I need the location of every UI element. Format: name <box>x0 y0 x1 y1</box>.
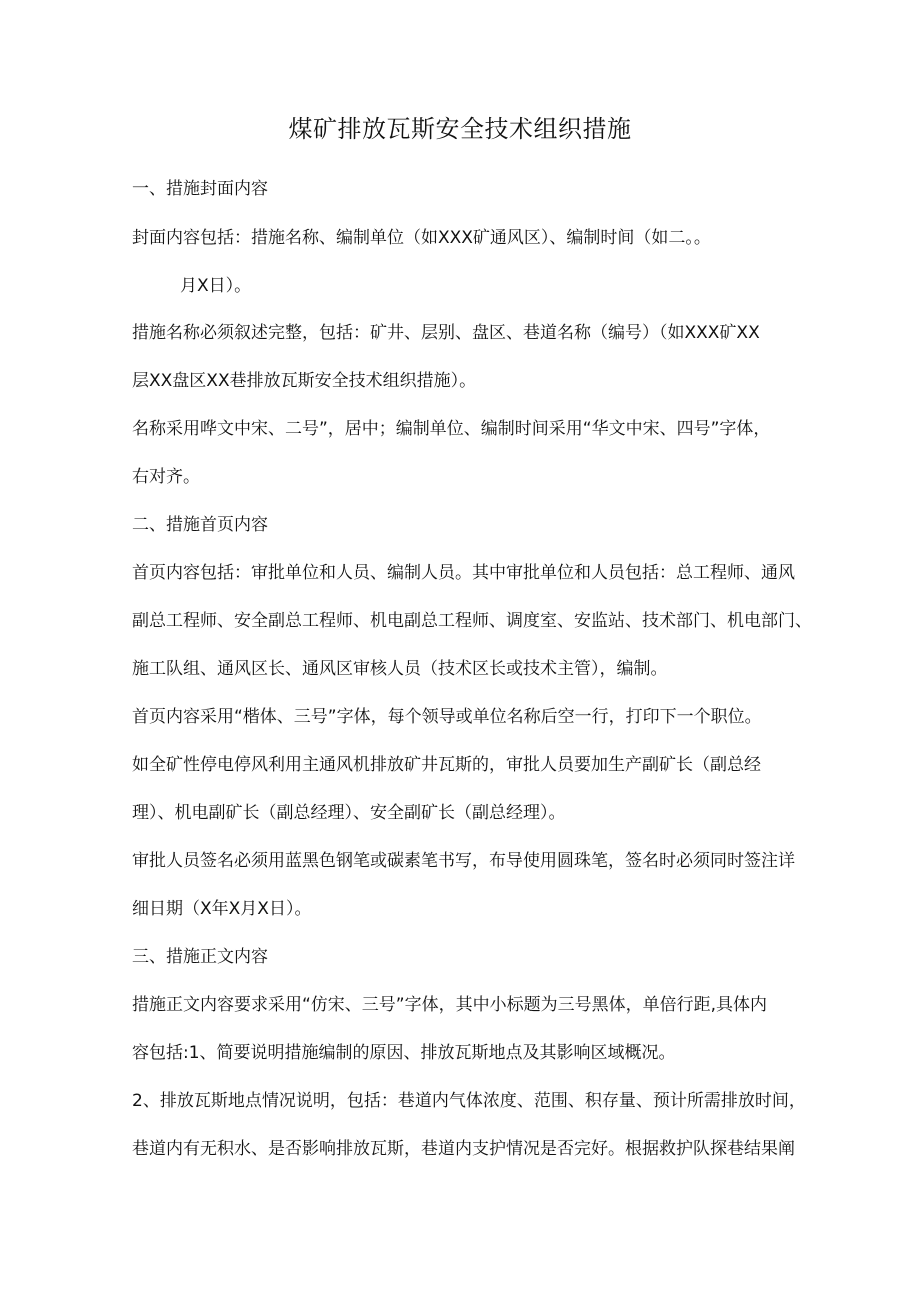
paragraph-line: 月X日）。 <box>180 276 252 296</box>
paragraph-line: 封面内容包括：措施名称、编制单位（如XXX矿通风区）、编制时间（如二。。 <box>132 228 711 248</box>
paragraph-line: 首页内容采用“楷体、三号”字体，每个领导或单位名称后空一行，打印下一个职位。 <box>132 707 762 727</box>
section-heading-body: 三、措施正文内容 <box>132 947 268 967</box>
section-heading-cover: 一、措施封面内容 <box>132 179 268 199</box>
paragraph-line: 层XX盘区XX巷排放瓦斯安全技术组织措施）。 <box>132 371 477 391</box>
paragraph-line: 名称采用哗文中宋、二号”，居中；编制单位、编制时间采用“华文中宋、四号”字体， <box>132 419 771 439</box>
paragraph-line: 措施正文内容要求采用“仿宋、三号”字体，其中小标题为三号黑体，单倍行距,具体内 <box>132 995 768 1015</box>
paragraph-line: 巷道内有无积水、是否影响排放瓦斯，巷道内支护情况是否完好。根据救护队探巷结果阐 <box>132 1139 795 1159</box>
document-title: 煤矿排放瓦斯安全技术组织措施 <box>288 115 632 143</box>
paragraph-line: 措施名称必须叙述完整，包括：矿井、层别、盘区、巷道名称（编号）（如XXX矿XX <box>132 323 760 343</box>
section-heading-first-page: 二、措施首页内容 <box>132 515 268 535</box>
paragraph-line: 容包括:1、简要说明措施编制的原因、排放瓦斯地点及其影响区域概况。 <box>132 1043 676 1063</box>
paragraph-line: 右对齐。 <box>132 467 200 487</box>
paragraph-line: 2、排放瓦斯地点情况说明，包括：巷道内气体浓度、范围、积存量、预计所需排放时间， <box>132 1091 806 1111</box>
paragraph-line: 理）、机电副矿长（副总经理）、安全副矿长（副总经理）。 <box>132 803 566 823</box>
paragraph-line: 副总工程师、安全副总工程师、机电副总工程师、调度室、安监站、技术部门、机电部门、 <box>132 611 812 631</box>
paragraph-line: 首页内容包括：审批单位和人员、编制人员。其中审批单位和人员包括：总工程师、通风 <box>132 563 795 583</box>
paragraph-line: 细日期（X年X月X日）。 <box>132 899 312 919</box>
paragraph-line: 如全矿性停电停风利用主通风机排放矿井瓦斯的，审批人员要加生产副矿长（副总经 <box>132 755 761 775</box>
paragraph-line: 施工队组、通风区长、通风区审核人员（技术区长或技术主管），编制。 <box>132 659 668 679</box>
paragraph-line: 审批人员签名必须用蓝黑色钢笔或碳素笔书写，布导使用圆珠笔，签名时必须同时签注详 <box>132 851 795 871</box>
